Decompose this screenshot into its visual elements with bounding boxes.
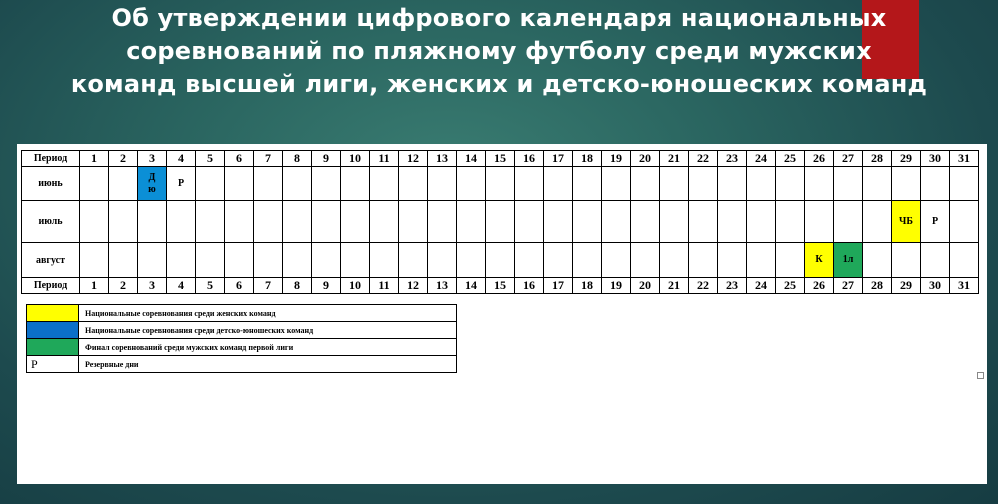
day-cell[interactable] <box>225 243 254 278</box>
day-cell[interactable] <box>950 243 979 278</box>
day-cell[interactable] <box>283 167 312 201</box>
day-number: 30 <box>921 278 950 294</box>
day-number: 16 <box>515 278 544 294</box>
day-number: 12 <box>399 278 428 294</box>
day-number: 26 <box>805 278 834 294</box>
day-cell[interactable] <box>921 167 950 201</box>
day-number: 31 <box>950 151 979 167</box>
day-cell[interactable] <box>370 167 399 201</box>
title-line-3: команд высшей лиги, женских и детско-юношеских команд <box>70 70 928 98</box>
day-number: 4 <box>167 151 196 167</box>
day-cell[interactable] <box>631 167 660 201</box>
day-cell[interactable] <box>718 201 747 243</box>
month-row <box>22 243 979 278</box>
day-number: 4 <box>167 278 196 294</box>
day-cell[interactable] <box>747 167 776 201</box>
day-number: 23 <box>718 151 747 167</box>
resize-handle[interactable] <box>977 372 984 379</box>
day-number: 1 <box>80 151 109 167</box>
day-cell[interactable] <box>689 243 718 278</box>
day-number: 29 <box>892 278 921 294</box>
month-label: июль <box>22 201 80 243</box>
legend-swatch <box>27 322 79 339</box>
day-cell[interactable] <box>776 167 805 201</box>
day-number: 22 <box>689 278 718 294</box>
legend-item <box>27 356 457 373</box>
period-label: Период <box>22 151 80 167</box>
day-cell[interactable] <box>80 167 109 201</box>
day-cell[interactable] <box>863 201 892 243</box>
title-line-2: соревнований по пляжному футболу среди мужских <box>126 37 872 65</box>
day-cell[interactable] <box>138 201 167 243</box>
day-number: 12 <box>399 151 428 167</box>
day-cell[interactable] <box>660 167 689 201</box>
legend-table <box>26 304 457 373</box>
day-number: 26 <box>805 151 834 167</box>
day-cell[interactable] <box>428 201 457 243</box>
day-cell[interactable] <box>312 201 341 243</box>
day-cell[interactable] <box>573 201 602 243</box>
day-number: 19 <box>602 278 631 294</box>
day-cell[interactable] <box>109 167 138 201</box>
day-cell[interactable] <box>486 167 515 201</box>
day-cell[interactable] <box>950 201 979 243</box>
day-number: 17 <box>544 278 573 294</box>
day-number: 1 <box>80 278 109 294</box>
day-cell[interactable]: К <box>805 243 834 278</box>
day-number: 27 <box>834 151 863 167</box>
day-cell[interactable] <box>312 243 341 278</box>
day-cell[interactable] <box>689 201 718 243</box>
legend-label: Резервные дни <box>79 356 457 373</box>
day-cell[interactable] <box>341 201 370 243</box>
day-number: 20 <box>631 278 660 294</box>
day-number: 9 <box>312 278 341 294</box>
day-cell[interactable] <box>109 243 138 278</box>
day-cell[interactable] <box>341 167 370 201</box>
day-cell[interactable] <box>370 243 399 278</box>
day-number: 17 <box>544 151 573 167</box>
day-number: 10 <box>341 151 370 167</box>
day-cell[interactable] <box>341 243 370 278</box>
day-cell[interactable]: 1л <box>834 243 863 278</box>
day-cell[interactable] <box>196 201 225 243</box>
day-number: 21 <box>660 151 689 167</box>
day-cell[interactable] <box>602 201 631 243</box>
day-cell[interactable] <box>805 201 834 243</box>
calendar-header-row <box>22 151 979 167</box>
title-line-1: Об утверждении цифрового календаря национальных <box>111 4 887 32</box>
day-cell[interactable] <box>631 201 660 243</box>
day-number: 25 <box>776 278 805 294</box>
day-cell[interactable] <box>457 167 486 201</box>
day-number: 13 <box>428 278 457 294</box>
day-number: 7 <box>254 278 283 294</box>
day-cell[interactable] <box>225 167 254 201</box>
day-cell[interactable] <box>573 167 602 201</box>
day-cell[interactable] <box>225 201 254 243</box>
period-label: Период <box>22 278 80 294</box>
month-row <box>22 167 979 201</box>
day-cell[interactable] <box>834 201 863 243</box>
day-number: 18 <box>573 151 602 167</box>
day-cell[interactable] <box>689 167 718 201</box>
legend-item <box>27 339 457 356</box>
month-label: июнь <box>22 167 80 201</box>
day-number: 29 <box>892 151 921 167</box>
day-cell[interactable] <box>399 243 428 278</box>
day-cell[interactable] <box>573 243 602 278</box>
day-cell[interactable] <box>196 243 225 278</box>
day-cell[interactable] <box>834 167 863 201</box>
slide-title <box>0 2 998 101</box>
day-number: 13 <box>428 151 457 167</box>
day-number: 9 <box>312 151 341 167</box>
day-cell[interactable]: Р <box>167 167 196 201</box>
day-cell[interactable] <box>805 167 834 201</box>
day-cell[interactable]: Д ю <box>138 167 167 201</box>
day-cell[interactable] <box>602 167 631 201</box>
month-row <box>22 201 979 243</box>
day-cell[interactable] <box>312 167 341 201</box>
day-cell[interactable] <box>718 243 747 278</box>
legend-label: Национальные соревнования среди детско-юношеских команд <box>79 322 457 339</box>
day-number: 28 <box>863 151 892 167</box>
day-number: 6 <box>225 278 254 294</box>
day-cell[interactable] <box>950 167 979 201</box>
day-cell[interactable] <box>399 167 428 201</box>
day-number: 11 <box>370 151 399 167</box>
legend-item <box>27 305 457 322</box>
day-cell[interactable] <box>80 201 109 243</box>
day-cell[interactable] <box>863 243 892 278</box>
day-cell[interactable] <box>80 243 109 278</box>
day-number: 15 <box>486 278 515 294</box>
day-cell[interactable] <box>863 167 892 201</box>
day-number: 31 <box>950 278 979 294</box>
legend-swatch <box>27 305 79 322</box>
day-cell[interactable] <box>602 243 631 278</box>
day-number: 15 <box>486 151 515 167</box>
day-number: 23 <box>718 278 747 294</box>
day-cell[interactable] <box>457 243 486 278</box>
day-number: 3 <box>138 278 167 294</box>
legend-label: Национальные соревнования среди женских команд <box>79 305 457 322</box>
day-number: 18 <box>573 278 602 294</box>
day-cell[interactable] <box>254 201 283 243</box>
legend-label: Финал соревнований среди мужских команд первой лиги <box>79 339 457 356</box>
calendar-table <box>21 150 979 294</box>
day-number: 14 <box>457 151 486 167</box>
day-cell[interactable] <box>486 243 515 278</box>
day-cell[interactable] <box>428 167 457 201</box>
day-cell[interactable]: Р <box>921 201 950 243</box>
day-number: 21 <box>660 278 689 294</box>
day-number: 25 <box>776 151 805 167</box>
day-number: 22 <box>689 151 718 167</box>
day-number: 8 <box>283 278 312 294</box>
day-cell[interactable] <box>515 201 544 243</box>
day-number: 8 <box>283 151 312 167</box>
day-cell[interactable] <box>283 243 312 278</box>
day-cell[interactable] <box>892 167 921 201</box>
day-number: 19 <box>602 151 631 167</box>
legend-symbol: Р <box>27 356 79 373</box>
day-cell[interactable] <box>544 201 573 243</box>
day-cell[interactable] <box>167 243 196 278</box>
day-cell[interactable] <box>428 243 457 278</box>
legend-swatch <box>27 339 79 356</box>
day-number: 20 <box>631 151 660 167</box>
day-number: 28 <box>863 278 892 294</box>
day-cell[interactable] <box>457 201 486 243</box>
day-cell[interactable] <box>544 243 573 278</box>
day-cell[interactable]: ЧБ <box>892 201 921 243</box>
day-cell[interactable] <box>109 201 138 243</box>
day-number: 2 <box>109 278 138 294</box>
day-cell[interactable] <box>486 201 515 243</box>
month-label: август <box>22 243 80 278</box>
day-number: 2 <box>109 151 138 167</box>
day-number: 16 <box>515 151 544 167</box>
day-number: 5 <box>196 278 225 294</box>
day-number: 27 <box>834 278 863 294</box>
legend-item <box>27 322 457 339</box>
day-cell[interactable] <box>544 167 573 201</box>
day-cell[interactable] <box>660 201 689 243</box>
day-number: 10 <box>341 278 370 294</box>
day-number: 5 <box>196 151 225 167</box>
day-cell[interactable] <box>747 201 776 243</box>
day-cell[interactable] <box>167 201 196 243</box>
day-cell[interactable] <box>515 167 544 201</box>
day-number: 24 <box>747 151 776 167</box>
day-number: 6 <box>225 151 254 167</box>
day-cell[interactable] <box>660 243 689 278</box>
day-cell[interactable] <box>138 243 167 278</box>
day-number: 7 <box>254 151 283 167</box>
calendar-header-row <box>22 278 979 294</box>
day-number: 30 <box>921 151 950 167</box>
day-cell[interactable] <box>515 243 544 278</box>
day-number: 14 <box>457 278 486 294</box>
day-cell[interactable] <box>892 243 921 278</box>
day-cell[interactable] <box>399 201 428 243</box>
day-cell[interactable] <box>631 243 660 278</box>
day-cell[interactable] <box>254 167 283 201</box>
day-cell[interactable] <box>370 201 399 243</box>
day-cell[interactable] <box>718 167 747 201</box>
day-cell[interactable] <box>283 201 312 243</box>
day-cell[interactable] <box>921 243 950 278</box>
day-number: 3 <box>138 151 167 167</box>
day-cell[interactable] <box>254 243 283 278</box>
day-number: 24 <box>747 278 776 294</box>
day-cell[interactable] <box>776 243 805 278</box>
day-cell[interactable] <box>196 167 225 201</box>
content-panel <box>17 144 987 484</box>
day-number: 11 <box>370 278 399 294</box>
day-cell[interactable] <box>776 201 805 243</box>
day-cell[interactable] <box>747 243 776 278</box>
